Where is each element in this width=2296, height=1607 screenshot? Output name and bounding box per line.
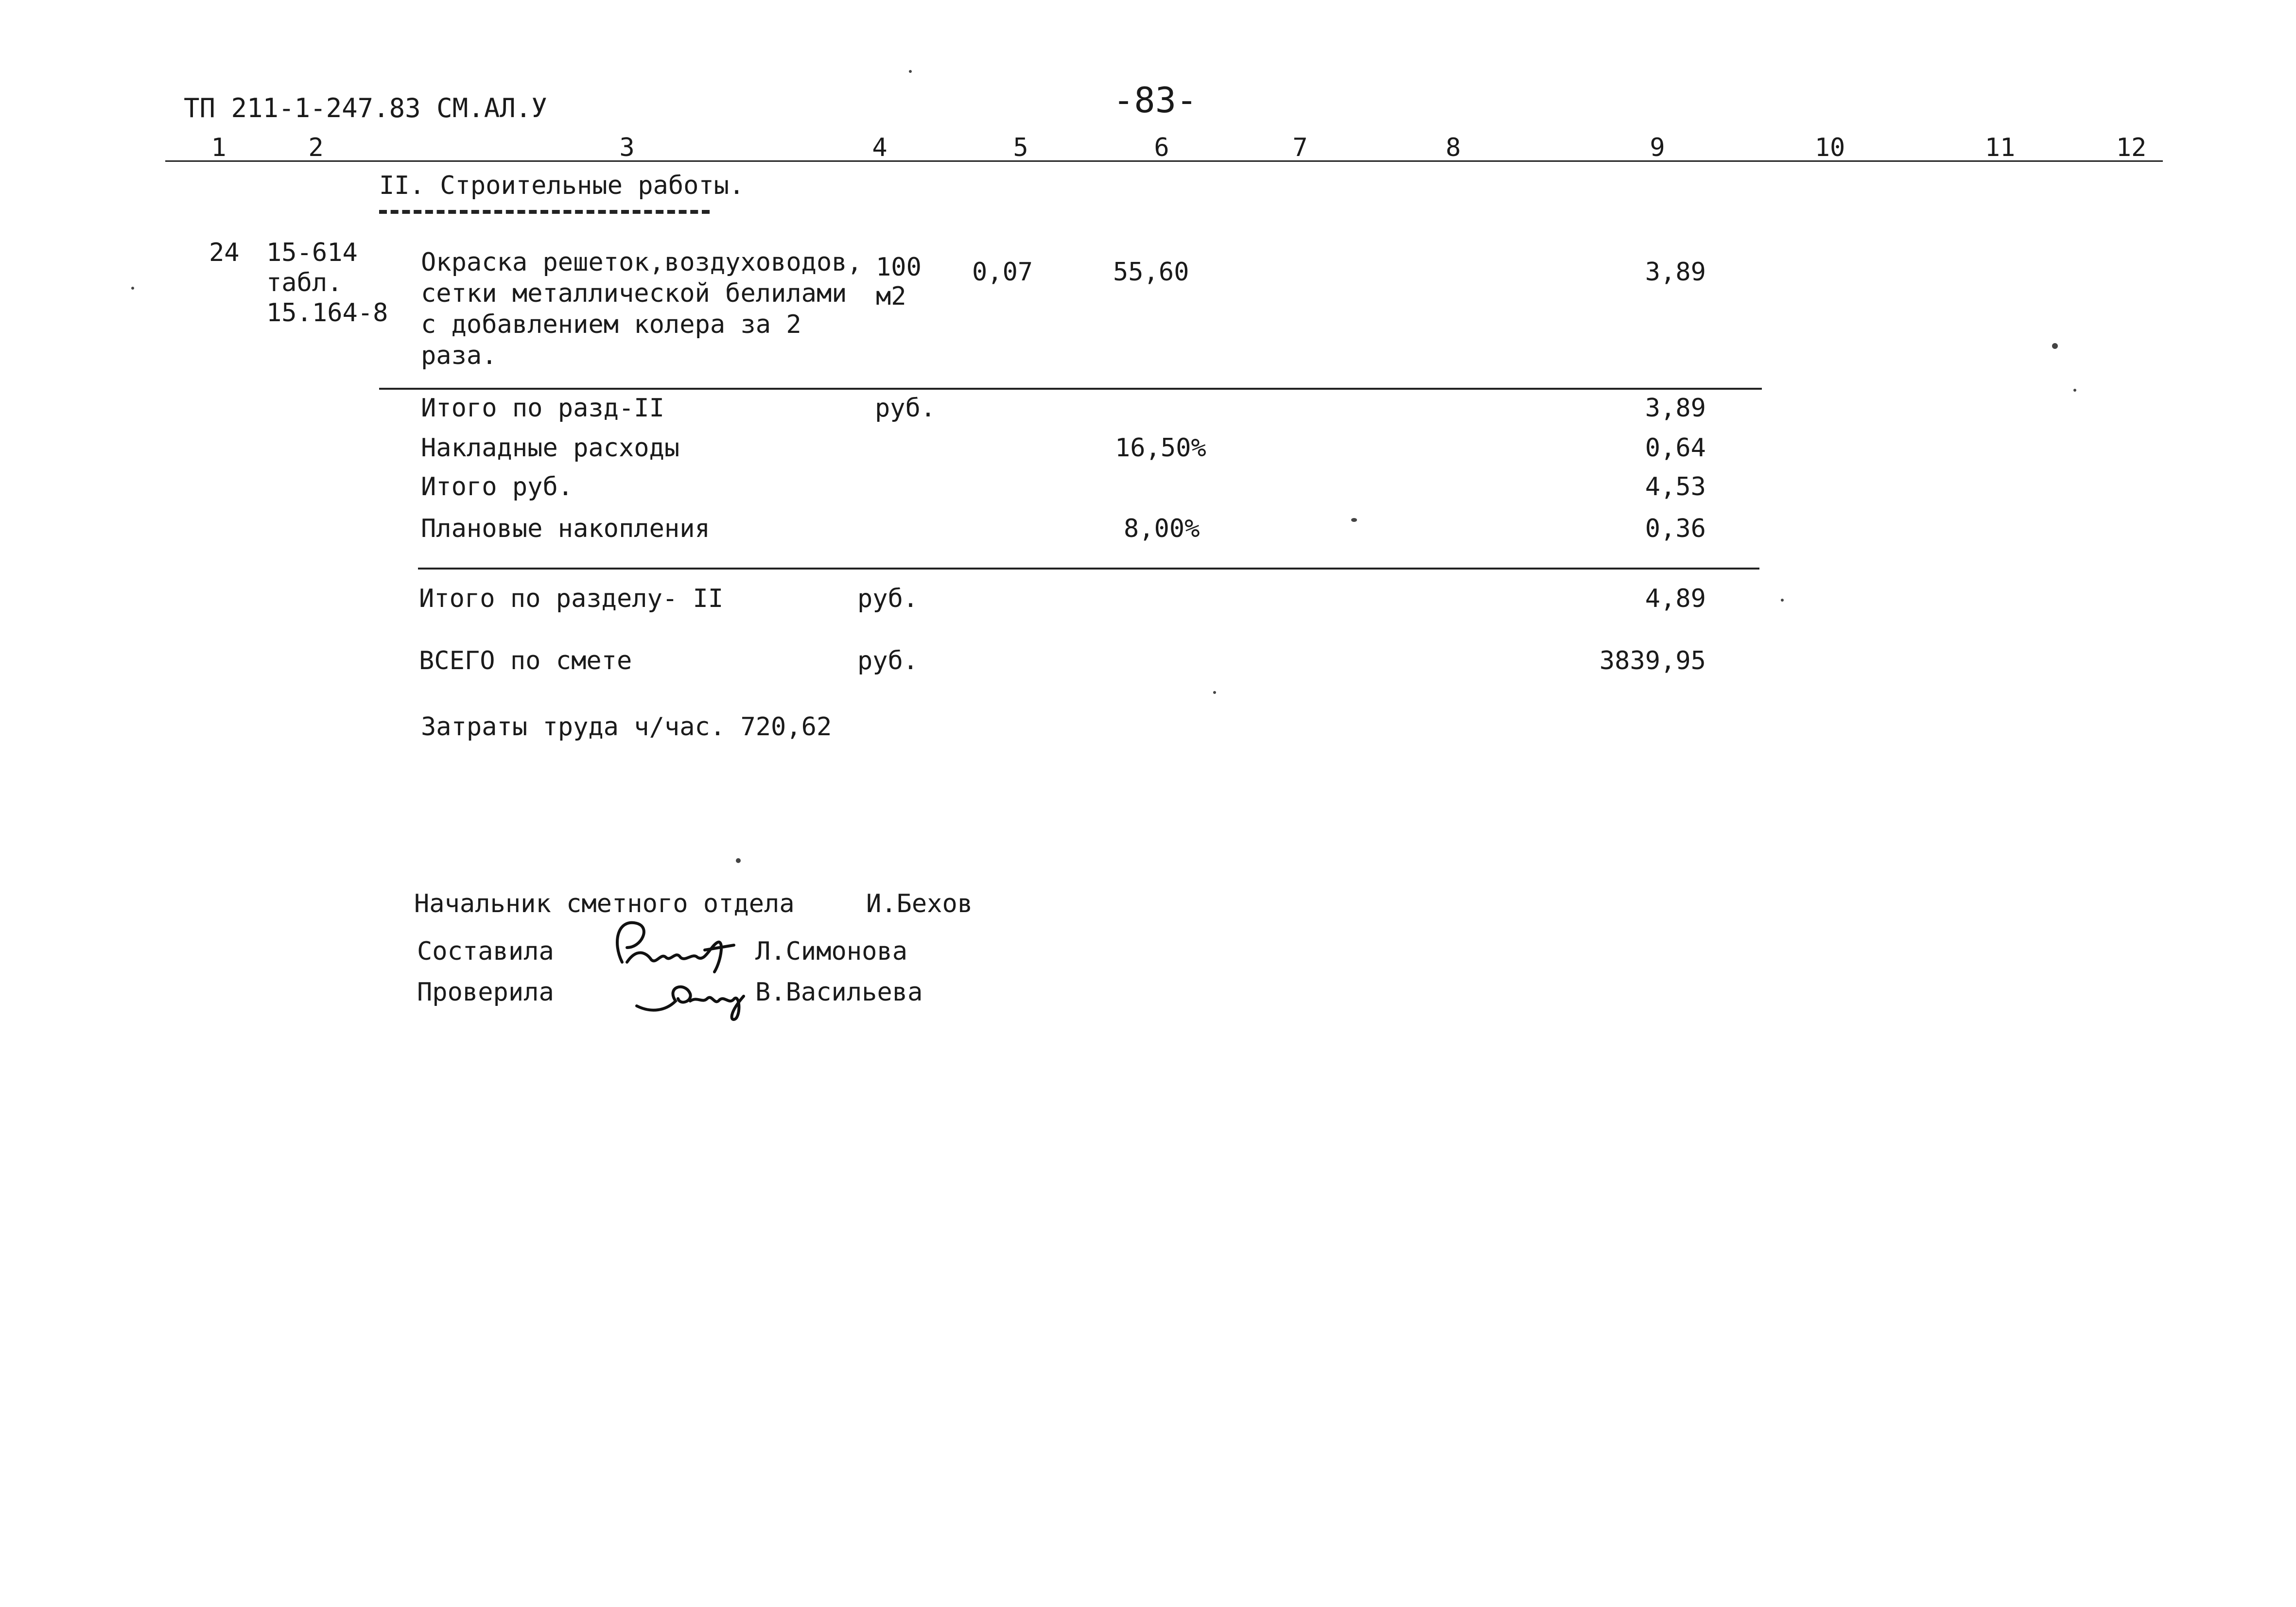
signature-role: Проверила (417, 978, 554, 1007)
summary-label: Итого по разд-II (421, 394, 664, 423)
summary-label: Накладные расходы (421, 433, 680, 463)
section-total-unit: руб. (857, 584, 919, 613)
section-title-underline (379, 210, 710, 214)
signature-name: И.Бехов (866, 889, 973, 918)
column-number: 4 (872, 133, 887, 162)
grand-total-unit: руб. (857, 646, 919, 675)
item-description-line: сетки металлической белилами (421, 279, 847, 308)
column-number: 2 (308, 133, 324, 162)
signature-name: В.Васильева (755, 978, 923, 1007)
column-number: 10 (1814, 133, 1845, 162)
summary-value: 4,53 (1645, 472, 1706, 501)
scan-speck (2073, 389, 2076, 392)
item-description-line: Окраска решеток,воздуховодов, (421, 248, 862, 277)
item-code-line: 15-614 (266, 238, 358, 267)
summary-value: 0,64 (1645, 433, 1706, 463)
header-rule (165, 160, 2163, 162)
item-code-line: 15.164-8 (266, 298, 388, 328)
scan-speck (1351, 518, 1357, 522)
column-number: 8 (1445, 133, 1461, 162)
item-code-line: табл. (266, 268, 343, 297)
summary-unit: руб. (875, 394, 936, 423)
summary-bottom-rule (418, 568, 1759, 570)
column-number: 3 (619, 133, 635, 162)
section-total-label: Итого по разделу- II (419, 584, 724, 613)
item-price: 55,60 (1113, 258, 1189, 287)
summary-label: Итого руб. (421, 472, 574, 501)
signature-role: Составила (417, 937, 554, 966)
column-number: 5 (1013, 133, 1028, 162)
summary-value: 3,89 (1645, 394, 1706, 423)
item-number: 24 (209, 238, 240, 267)
summary-label: Плановые накопления (421, 514, 710, 543)
section-title: II. Строительные работы. (379, 171, 745, 200)
column-number: 11 (1984, 133, 2016, 162)
summary-rate: 16,50% (1115, 433, 1206, 463)
scan-speck (909, 70, 912, 73)
section-total-value: 4,89 (1645, 584, 1706, 613)
signature-name: Л.Симонова (755, 937, 908, 966)
document-code: ТП 211-1-247.83 СМ.АЛ.У (184, 93, 547, 123)
labor-costs: Затраты труда ч/час. 720,62 (421, 712, 832, 742)
column-number: 12 (2116, 133, 2147, 162)
scan-speck (736, 858, 741, 863)
item-bottom-rule (379, 388, 1762, 390)
scan-speck (2052, 343, 2058, 349)
scan-speck (1213, 691, 1216, 694)
column-number: 9 (1650, 133, 1665, 162)
item-quantity: 0,07 (972, 258, 1033, 287)
scan-speck (131, 287, 134, 290)
item-description-line: с добавлением колера за 2 (421, 310, 801, 339)
page-number: -83- (1113, 80, 1198, 121)
item-unit-line: м2 (876, 282, 906, 311)
item-unit-line: 100 (876, 253, 922, 282)
column-number: 6 (1154, 133, 1169, 162)
column-number: 1 (211, 133, 226, 162)
grand-total-value: 3839,95 (1599, 646, 1706, 675)
item-total: 3,89 (1645, 258, 1706, 287)
summary-value: 0,36 (1645, 514, 1706, 543)
item-description-line: раза. (421, 341, 497, 370)
summary-rate: 8,00% (1124, 514, 1200, 543)
column-number: 7 (1292, 133, 1308, 162)
grand-total-label: ВСЕГО по смете (419, 646, 632, 675)
handwritten-signature-vasilieva (632, 967, 758, 1025)
signature-role: Начальник сметного отдела (414, 889, 795, 918)
scan-speck (1781, 599, 1784, 602)
